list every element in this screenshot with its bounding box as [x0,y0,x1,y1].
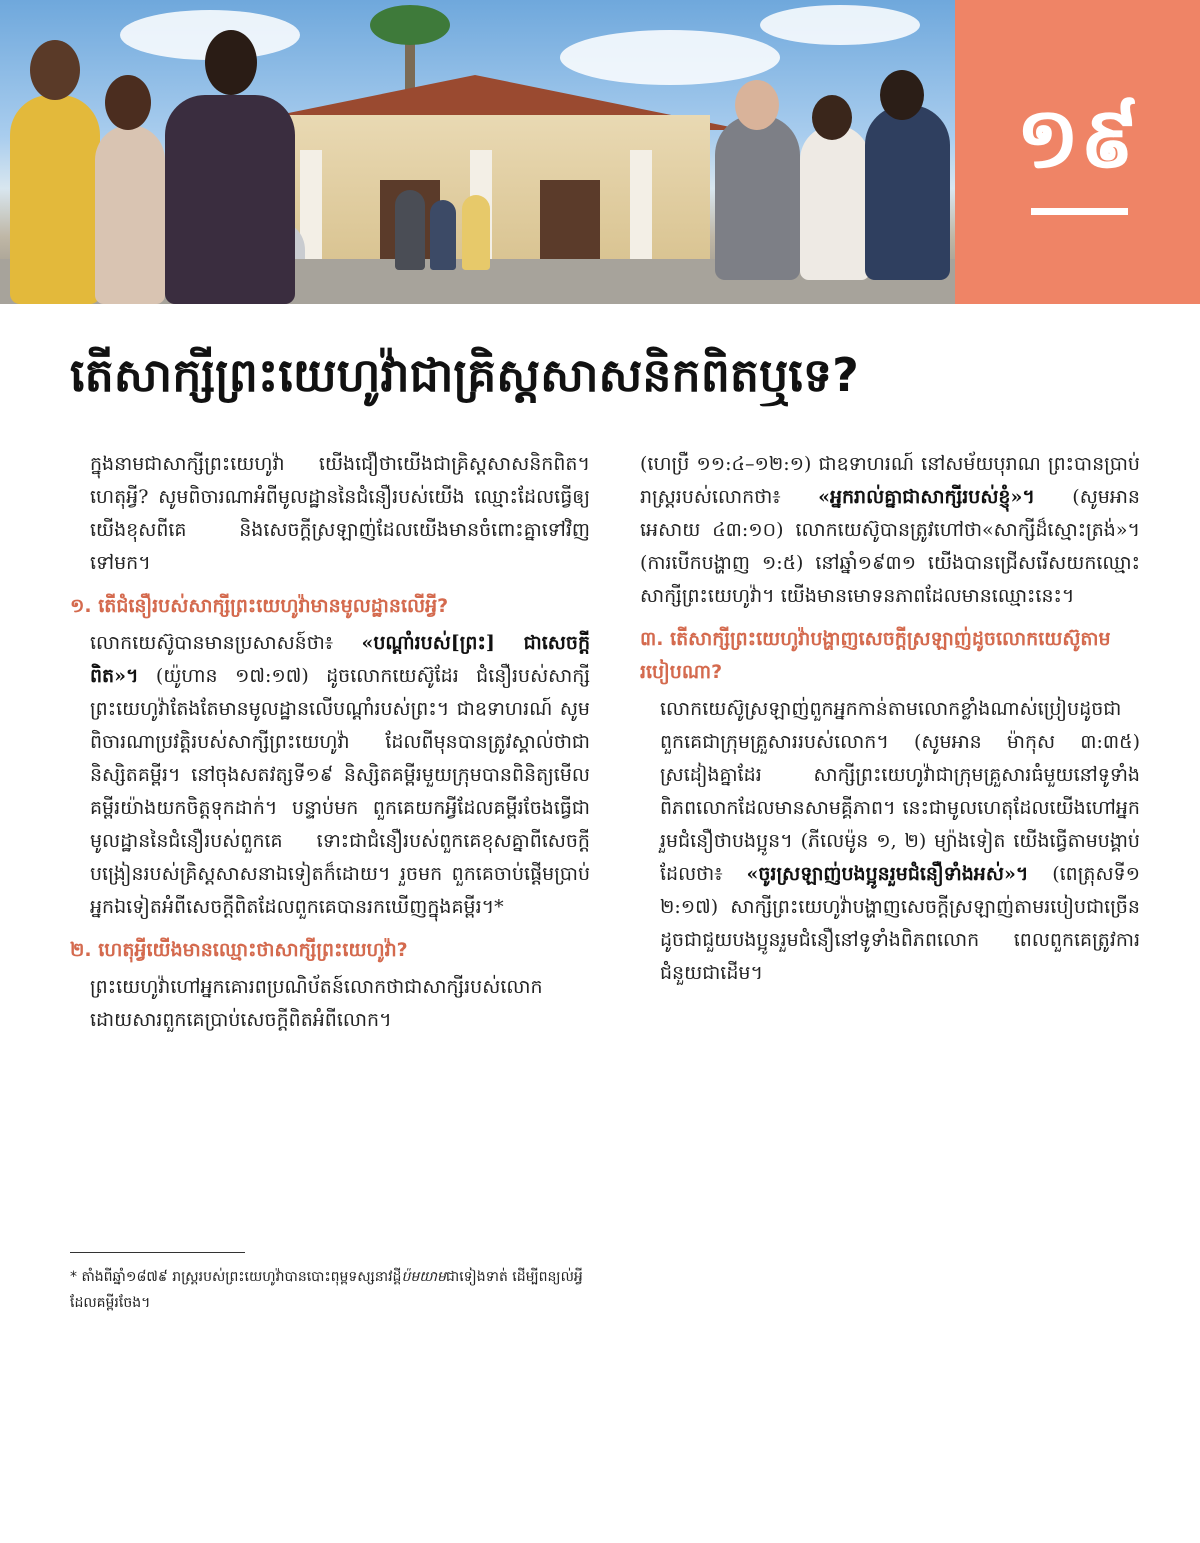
footnote: * តាំងពីឆ្នាំ១៨៧៩ រាស្ត្ររបស់ព្រះយេហូវ៉ាបានបោះពុម្ពទស្សនាវដ្ដីប៉មយាមជាទៀងទាត់ ដើម្បីពន្យល់អ្វីដែលគម្ពីរចែង។ [70,1269,583,1311]
lesson-number-badge [955,0,1200,304]
right-column [640,448,1140,990]
person [10,95,100,304]
answer-2-quote: «អ្នករាល់គ្នាជាសាក្សីរបស់ខ្ញុំ»។ [818,486,1035,508]
question-1-text: តើជំនឿរបស់សាក្សីព្រះយេហូវ៉ាមានមូលដ្ឋានលើអ្វី? [98,595,449,617]
header-photo [0,0,955,304]
question-3-text: តើសាក្សីព្រះយេហូវ៉ាបង្ហាញសេចក្ដីស្រឡាញ់ដូចលោកយេស៊ូតាមរបៀបណា? [640,628,1111,683]
lesson-number: ១៩ [1015,89,1140,187]
footnote-rule [70,1252,245,1253]
intro-paragraph: ក្នុងនាមជាសាក្សីព្រះយេហូវ៉ា យើងជឿថាយើងជាគ្រិស្តសាសនិកពិត។ ហេតុអ្វី? សូមពិចារណាអំពីមូលដ្ឋាននៃជំនឿរបស់យើង ឈ្មោះដែលធ្វើឲ្យយើងខុសពីគេ និងសេចក្ដីស្រឡាញ់ដែលយើងមានចំពោះគ្នាទៅវិញទៅមក។ [90,453,590,574]
left-column [70,448,590,1037]
question-2-text: ហេតុអ្វីយើងមានឈ្មោះថាសាក្សីព្រះយេហូវ៉ា? [98,939,408,961]
person [715,115,800,280]
question-3 [640,623,1140,689]
answer-1: លោកយេស៊ូបានមានប្រសាសន៍ថា៖ «បណ្ដាំរបស់[ព្រះ] ជាសេចក្ដីពិត»។ (យ៉ូហាន ១៧:១៧) ដូចលោកយេស៊ូដែរ ជំនឿរបស់សាក្សីព្រះយេហូវ៉ាតែងតែមានមូលដ្ឋានលើបណ្ដាំរបស់ព្រះ។ ជាឧទាហរណ៍ សូមពិចារណាប្រវត្តិរបស់សាក្សីព្រះយេហូវ៉ា ដែលពីមុនបានត្រូវស្គាល់ថាជានិស្សិតគម្ពីរ។ នៅចុងសតវត្សទី១៩ និស្សិតគម្ពីរមួយក្រុមបានពិនិត្យមើលគម្ពីរយ៉ាងយកចិត្តទុកដាក់។ បន្ទាប់មក ពួកគេយកអ្វីដែលគម្ពីរចែងធ្វើជាមូលដ្ឋាននៃជំនឿរបស់ពួកគេ ទោះជាជំនឿរបស់ពួកគេខុសគ្នាពីសេចក្ដីបង្រៀនរបស់គ្រិស្តសាសនាឯទៀតក៏ដោយ។ រួចមក ពួកគេចាប់ផ្ដើមប្រាប់អ្នកឯទៀតអំពីសេចក្ដីពិតដែលពួកគេបានរកឃើញក្នុងគម្ពីរ។* [90,632,591,918]
page-title: តើសាក្សីព្រះយេហូវ៉ាជាគ្រិស្តសាសនិកពិតឬទេ? [70,348,859,402]
badge-underline [1031,208,1128,215]
question-2-number: ២. [70,939,92,961]
person [865,105,950,280]
question-1 [70,590,590,623]
question-3-number: ៣. [640,628,664,650]
answer-1-quote: «បណ្ដាំរបស់[ព្រះ] ជាសេចក្ដីពិត»។ [90,632,591,687]
answer-3-quote: «ចូរស្រឡាញ់បងប្អូនរួមជំនឿទាំងអស់»។ [746,863,1029,885]
person [165,95,295,304]
question-2 [70,934,590,967]
person [95,125,165,304]
question-1-number: ១. [70,595,92,617]
answer-2: ព្រះយេហូវ៉ាហៅអ្នកគោរពប្រណិប័តន៍លោកថាជាសាក្សីរបស់លោក ដោយសារពួកគេប្រាប់សេចក្ដីពិតអំពីលោក។ [90,976,543,1031]
answer-2-continued: (ហេប្រឺ ១១:៤–១២:១) ជាឧទាហរណ៍ នៅសម័យបុរាណ ព្រះបានប្រាប់រាស្ត្ររបស់លោកថា៖ «អ្នករាល់គ្នាជាសាក្សីរបស់ខ្ញុំ»។ (សូមអាន អេសាយ ៤៣:១០) លោកយេស៊ូបានត្រូវហៅថា«សាក្សីដ៏ស្មោះត្រង់»។ (ការបើកបង្ហាញ ១:៥) នៅឆ្នាំ១៩៣១ យើងបានជ្រើសរើសយកឈ្មោះសាក្សីព្រះយេហូវ៉ា។ យើងមានមោទនភាពដែលមានឈ្មោះនេះ។ [640,453,1140,607]
answer-3: លោកយេស៊ូស្រឡាញ់ពួកអ្នកកាន់តាមលោកខ្លាំងណាស់ប្រៀបដូចជាពួកគេជាក្រុមគ្រួសាររបស់លោក។ (សូមអាន ម៉ាកុស ៣:៣៥) ស្រដៀងគ្នាដែរ សាក្សីព្រះយេហូវ៉ាជាក្រុមគ្រួសារធំមួយនៅទូទាំងពិភពលោកដែលមានសាមគ្គីភាព។ នេះជាមូលហេតុដែលយើងហៅអ្នករួមជំនឿថាបងប្អូន។ (ភីលេម៉ូន ១, ២) ម្យ៉ាងទៀត យើងធ្វើតាមបង្គាប់ដែលថា៖ «ចូរស្រឡាញ់បងប្អូនរួមជំនឿទាំងអស់»។ (ពេត្រុសទី១ ២:១៧) សាក្សីព្រះយេហូវ៉ាបង្ហាញសេចក្ដីស្រឡាញ់តាមរបៀបជាច្រើន ដូចជាជួយបងប្អូនរួមជំនឿនៅទូទាំងពិភពលោក ពេលពួកគេត្រូវការជំនួយជាដើម។ [660,698,1140,984]
person [800,125,870,280]
